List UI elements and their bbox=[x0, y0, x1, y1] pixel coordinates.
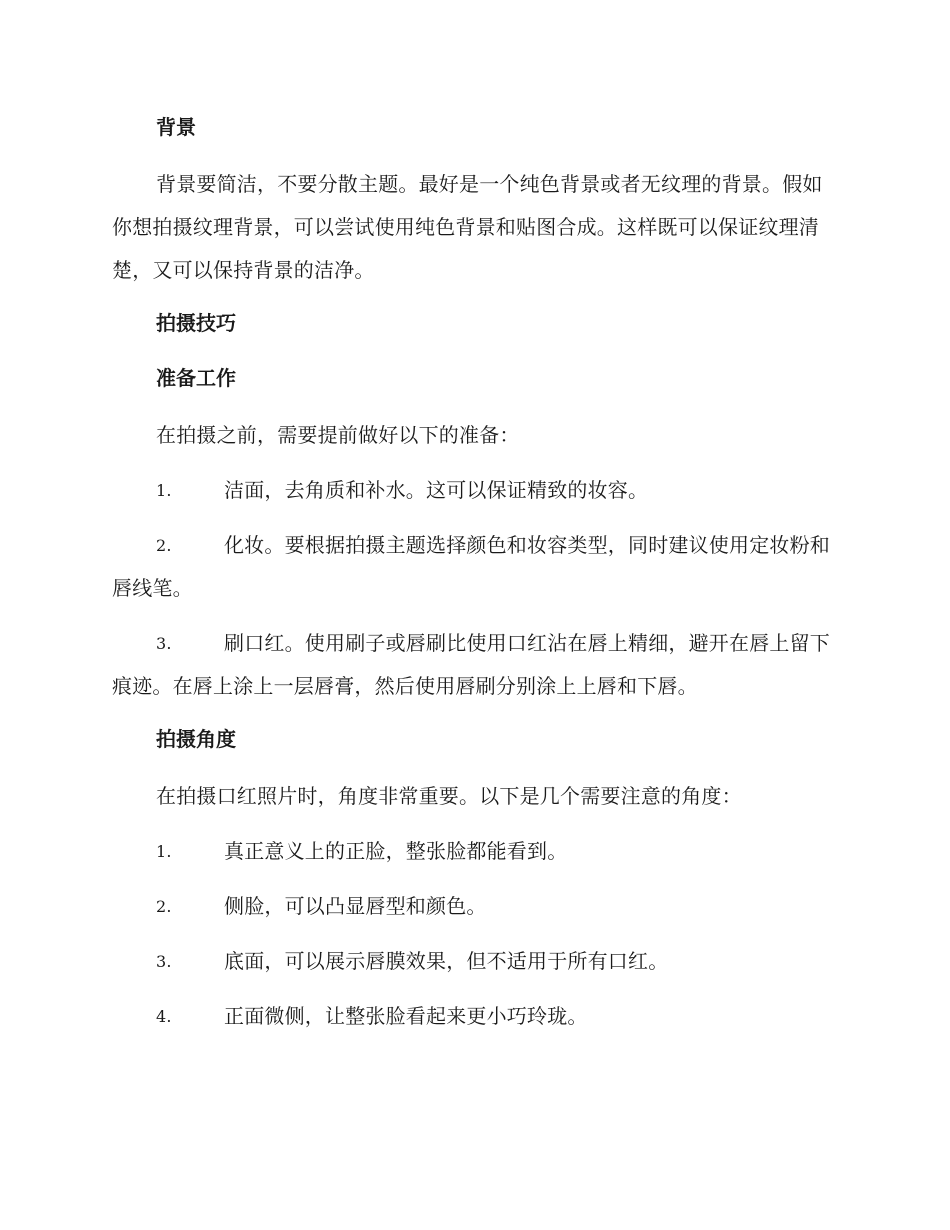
list-item bbox=[112, 524, 834, 610]
paragraph-prep-intro: 在拍摄之前，需要提前做好以下的准备： bbox=[156, 423, 520, 447]
heading-angle: 拍摄角度 bbox=[156, 727, 236, 751]
heading-technique: 拍摄技巧 bbox=[156, 311, 236, 335]
list-item bbox=[112, 469, 834, 512]
list-text: 化妆。要根据拍摄主题选择颜色和妆容类型，同时建议使用定妆粉和唇线笔。 bbox=[112, 533, 830, 600]
list-text: 底面，可以展示唇膜效果，但不适用于所有口红。 bbox=[224, 949, 669, 973]
list-text: 侧脸，可以凸显唇型和颜色。 bbox=[224, 894, 487, 918]
list-text: 洁面，去角质和补水。这可以保证精致的妆容。 bbox=[224, 478, 649, 502]
list-text: 刷口红。使用刷子或唇刷比使用口红沾在唇上精细，避开在唇上留下痕迹。在唇上涂上一层唇膏，然后使用唇刷分别涂上上唇和下唇。 bbox=[112, 631, 830, 698]
paragraph-background: 背景要简洁，不要分散主题。最好是一个纯色背景或者无纹理的背景。假如你想拍摄纹理背景，可以尝试使用纯色背景和贴图合成。这样既可以保证纹理清楚，又可以保持背景的洁净。 bbox=[112, 172, 823, 282]
list-number: 2. bbox=[156, 536, 172, 555]
paragraph-angle-intro: 在拍摄口红照片时，角度非常重要。以下是几个需要注意的角度： bbox=[156, 784, 742, 808]
document-content bbox=[112, 108, 834, 1050]
list-item bbox=[112, 830, 834, 873]
heading-preparation: 准备工作 bbox=[156, 366, 236, 390]
list-item bbox=[112, 885, 834, 928]
list-number: 2. bbox=[156, 897, 172, 916]
list-item bbox=[112, 622, 834, 708]
list-text: 真正意义上的正脸，整张脸都能看到。 bbox=[224, 839, 568, 863]
heading-background: 背景 bbox=[156, 115, 196, 139]
list-number: 3. bbox=[156, 634, 172, 653]
list-number: 1. bbox=[156, 842, 172, 861]
list-text: 正面微侧，让整张脸看起来更小巧玲珑。 bbox=[224, 1004, 588, 1028]
list-number: 4. bbox=[156, 1007, 172, 1026]
list-item bbox=[112, 995, 834, 1038]
list-number: 1. bbox=[156, 481, 172, 500]
list-item bbox=[112, 940, 834, 983]
list-number: 3. bbox=[156, 952, 172, 971]
